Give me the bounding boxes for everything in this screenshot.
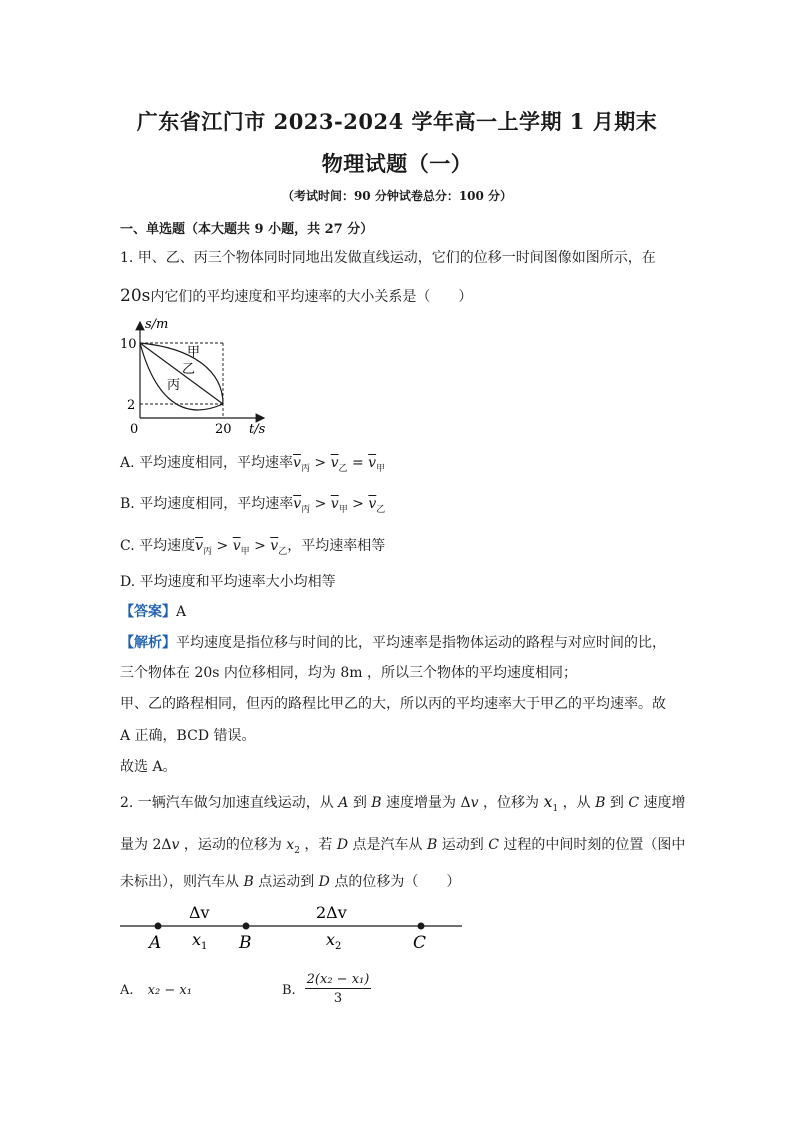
document-title-line2: 物理试题（一） (321, 151, 473, 176)
fraction-numerator: 2(x₂ − x₁) (306, 972, 370, 987)
q1-option-b: B. 平均速度相同，平均速率$\overline{v}_丙 > \overline{v}_甲 > \overline{v}_乙$ (120, 496, 386, 515)
q2-stem-line1: 2. 一辆汽车做匀加速直线运动，从 A 到 B 速度增量为 Δv ，位移为 $x_1$ ，从 B 到 C 速度增 (120, 792, 686, 814)
point-a (155, 923, 162, 930)
q1-stem-line2: 20s内它们的平均速度和平均速率的大小关系是（ ） (120, 286, 473, 306)
x-tick-0: 0 (130, 422, 139, 437)
q1-option-a: A. 平均速度相同，平均速率$\overline{v}_丙 > \overline{v}_乙 = \overline{v}_甲$ (120, 455, 386, 474)
q1-analysis-line1: 【解析】平均速度是指位移与时间的比，平均速率是指物体运动的路程与对应时间的比， (120, 635, 666, 651)
q1-option-d: D. 平均速度和平均速率大小均相等 (120, 574, 336, 590)
section-heading: 一、单选题（本大题共 9 小题，共 27 分） (120, 222, 374, 237)
q2-stem-line3: 未标出），则汽车从 B 点运动到 D 点的位移为（ ） (120, 874, 461, 890)
fraction-denominator: 3 (333, 991, 343, 1006)
label-x1-sub: 1 (201, 941, 208, 952)
x-axis-label: t/s (249, 422, 266, 437)
q2-stem-line2: 量为 2Δv ，运动的位移为 $x_2$ ，若 D 点是汽车从 B 运动到 C 过程的中间时刻的位置（图中 (120, 837, 686, 856)
label-jia: 甲 (187, 345, 201, 360)
label-a: A (149, 933, 162, 953)
y-tick-2: 2 (127, 398, 136, 413)
label-x1: x (192, 930, 202, 949)
q1-analysis-line2: 三个物体在 20s 内位移相同，均为 8m ，所以三个物体的平均速度相同； (120, 665, 577, 681)
point-c (418, 923, 425, 930)
q2-motion-diagram (118, 898, 468, 956)
q1-option-c: C. 平均速度$\overline{v}_丙 > \overline{v}_甲 > \overline{v}_乙$，平均速率相等 (120, 538, 386, 557)
x-tick-20: 20 (215, 422, 232, 437)
q2-option-b-fraction (305, 972, 371, 1006)
q2-option-b-label: B. (282, 983, 296, 998)
q1-displacement-time-graph (118, 316, 278, 442)
label-b: B (239, 933, 252, 953)
q2-option-a: A. x₂ − x₁ (120, 983, 192, 998)
label-x2: x (326, 930, 336, 949)
q1-stem-line1: 1. 甲、乙、丙三个物体同时同地出发做直线运动，它们的位移一时间图像如图所示，在 (120, 250, 656, 266)
q1-analysis-line3: 甲、乙的路程相同，但丙的路程比甲乙的大，所以丙的平均速率大于甲乙的平均速率。故 (120, 696, 666, 712)
label-dv: Δv (189, 903, 210, 922)
point-b (243, 923, 250, 930)
y-axis-label: s/m (145, 317, 169, 332)
q1-stem-time: 20s (120, 286, 151, 306)
document-title-line1: 广东省江门市 2023-2024 学年高一上学期 1 月期末 (136, 109, 658, 134)
label-2dv: 2Δv (316, 903, 347, 922)
q1-analysis-line4: A 正确，BCD 错误。 (120, 728, 256, 744)
label-bing: 丙 (167, 378, 181, 393)
q1-conclusion: 故选 A。 (120, 759, 177, 775)
exam-info: （考试时间：90 分钟试卷总分：100 分） (281, 189, 513, 203)
y-tick-10: 10 (120, 337, 137, 352)
label-x2-sub: 2 (335, 941, 342, 952)
label-c: C (413, 933, 427, 953)
q1-answer: 【答案】A (120, 604, 187, 620)
label-yi: 乙 (182, 362, 196, 377)
